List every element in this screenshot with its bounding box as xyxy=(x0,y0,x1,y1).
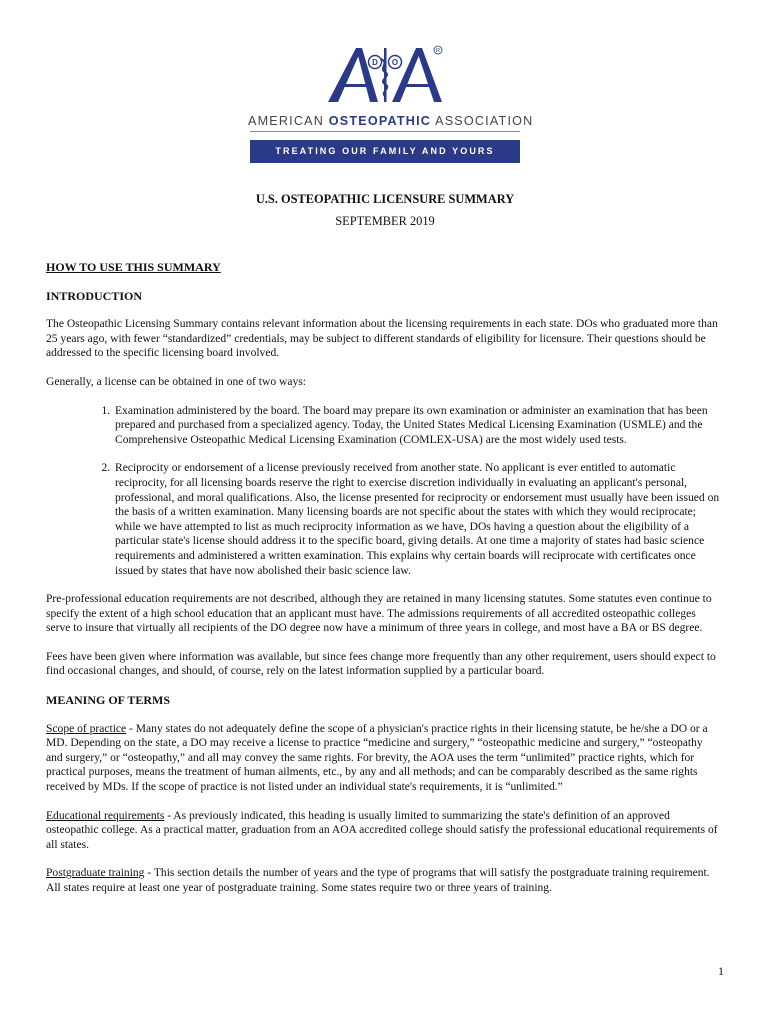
page-number: 1 xyxy=(718,964,724,978)
educational-requirements-paragraph: Educational requirements - As previously indicated, this heading is usually limited to summarizing the state's definition of an approved osteopathic college. As a practical matter, graduation from an AOA accredited college should satisfy the professional educational requirements of all states. xyxy=(46,809,718,851)
svg-text:D: D xyxy=(372,58,378,67)
document-body xyxy=(46,260,722,910)
heading-meaning-of-terms: MEANING OF TERMS xyxy=(46,693,171,708)
term-postgraduate-training: Postgraduate training xyxy=(46,867,145,880)
logo-wordmark: AMERICAN OSTEOPATHIC ASSOCIATION xyxy=(248,114,534,128)
term-scope-of-practice: Scope of practice xyxy=(46,722,127,735)
fees-paragraph: Fees have been given where information was available, but since fees change more frequently than any other requirement, users should expect to find occasional changes, and should, of course, rely on the latest information supplied by a particular board. xyxy=(46,650,716,678)
document-title: U.S. OSTEOPATHIC LICENSURE SUMMARY xyxy=(255,192,515,206)
postgraduate-training-paragraph: Postgraduate training - This section details the number of years and the type of programs that will satisfy the postgraduate training requirement. All states require at least one year of postgraduate training. Some states require two or three years of training. xyxy=(46,867,710,894)
logo-tagline: TREATING OUR FAMILY AND YOURS xyxy=(250,140,520,163)
license-methods-list xyxy=(46,404,722,579)
pre-professional-paragraph: Pre-professional education requirements are not described, although they are retained in many licensing statutes. Some statutes even continue to specify the extent of a high school education that an applicant must have. The admissions requirements of all accredited osteopathic colleges serve to insure that virtually all recipients of the DO degree now have a minimum of three years in college, and most have a BA or BS degree. xyxy=(46,593,712,635)
license-ways-paragraph: Generally, a license can be obtained in one of two ways: xyxy=(46,375,306,388)
svg-text:O: O xyxy=(391,58,399,67)
list-item-reciprocity: 2. Reciprocity or endorsement of a license previously received from another state. No applicant is ever entitled to automatic reciprocity, for all licensing boards reserve the right to exercise discretion individually in evaluating an applicant's personal, professional, and moral qualifications. Also, the license presented for reciprocity or endorsement must usually have been issued on the basis of a written examination. Many licensing boards are not specific about the states with which they would reciprocate; while we have attempted to list as much reciprocity information as we have, DOs having a question about the eligibility of a particular state's license should address it to the specific board, giving details. At one time a majority of states had basic science requirements and administered a written examination. This explains why certain boards will reciprocate with certificates once issued by states that have now abolished their basic science law. xyxy=(113,461,722,578)
list-item-examination: 1. Examination administered by the board. The board may prepare its own examination or administer an examination that has been prepared and purchased from a specialized agency. Today, the United States Medical Licensing Examination (USMLE) and the Comprehensive Osteopathic Medical Licensing Examination (COMLEX-USA) are the most widely used tests. xyxy=(113,404,722,448)
aoa-monogram-icon xyxy=(326,44,444,106)
heading-introduction: INTRODUCTION xyxy=(46,288,143,303)
logo-divider xyxy=(250,131,520,132)
svg-text:R: R xyxy=(436,48,440,55)
term-educational-requirements: Educational requirements xyxy=(46,809,165,822)
heading-how-to-use: HOW TO USE THIS SUMMARY xyxy=(46,260,221,274)
intro-paragraph: The Osteopathic Licensing Summary contains relevant information about the licensing requirements in each state. DOs who graduated more than 25 years ago, with fewer “standardized” credentials, may be subject to different standards of eligibility for licensure. Their questions should be addressed to the specific licensing board involved. xyxy=(46,318,718,360)
document-date: SEPTEMBER 2019 xyxy=(335,214,435,228)
scope-of-practice-paragraph: Scope of practice - Many states do not adequately define the scope of a physician's practice rights in their licensing statute, be he/she a DO or a MD. Depending on the state, a DO may receive a license to practice “medicine and surgery,” “osteopathic medicine and surgery,” “osteopathy and surgery,” or “osteopathy,” and all may convey the same rights. For brevity, the AOA uses the term “unlimited” practice rights, which for practical purposes, means the treatment of human ailments, etc., by any and all methods; and can be comparably described as the same rights received by MDs. If the scope of practice is not listed under an individual state's requirements, it is “unlimited.” xyxy=(46,722,708,794)
